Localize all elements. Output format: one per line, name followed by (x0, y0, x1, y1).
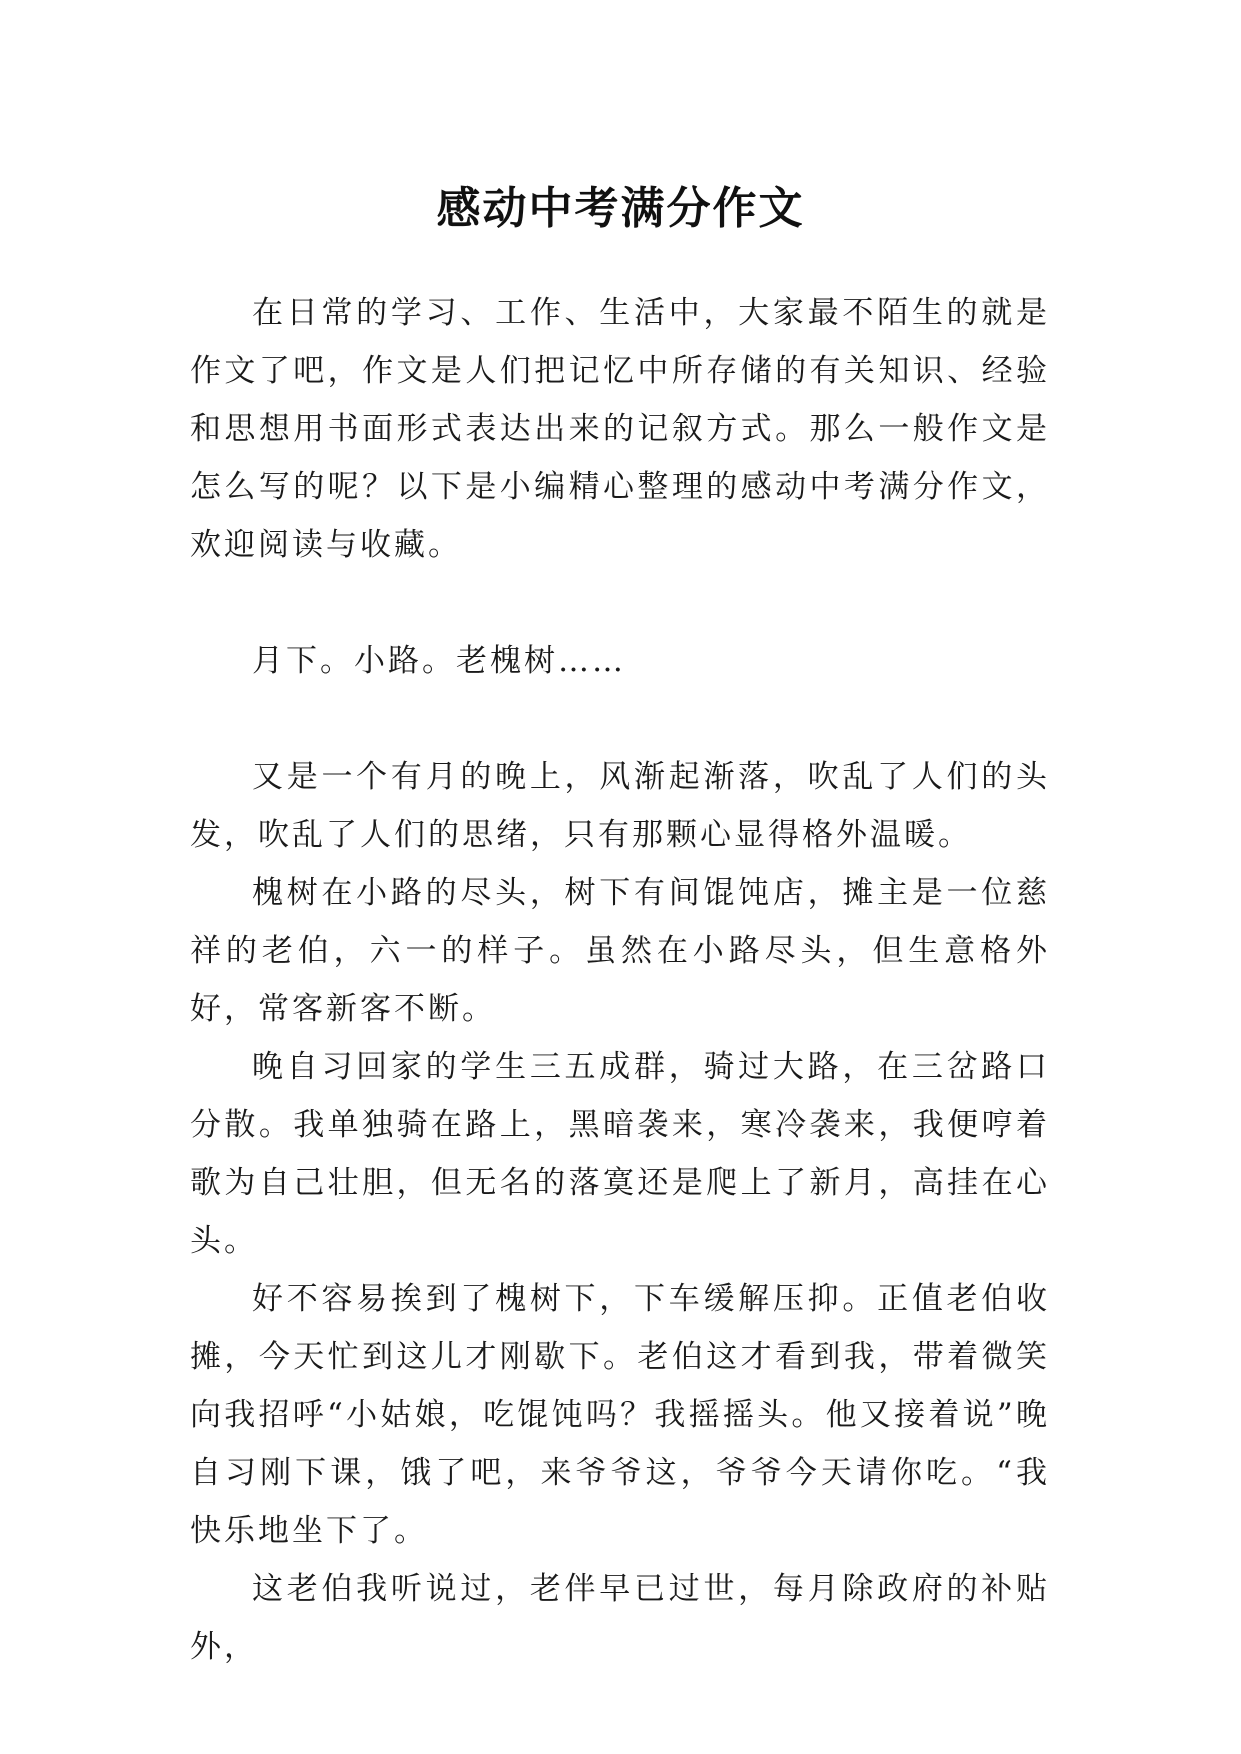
document-body (190, 284, 1050, 1676)
body-paragraph: 好不容易挨到了槐树下，下车缓解压抑。正值老伯收摊，今天忙到这儿才刚歇下。老伯这才看到我，带着微笑向我招呼“小姑娘，吃馄饨吗？我摇摇头。他又接着说”晚自习刚下课，饿了吧，来爷爷这，爷爷今天请你吃。“我快乐地坐下了。 (190, 1281, 1050, 1549)
body-paragraph: 槐树在小路的尽头，树下有间馄饨店，摊主是一位慈祥的老伯，六一的样子。虽然在小路尽头，但生意格外好，常客新客不断。 (190, 875, 1050, 1027)
paragraph-spacer (190, 574, 1050, 632)
opening-line: 月下。小路。老槐树…… (252, 643, 626, 679)
document-title: 感动中考满分作文 (436, 183, 805, 235)
intro-paragraph: 在日常的学习、工作、生活中，大家最不陌生的就是作文了吧，作文是人们把记忆中所存储的有关知识、经验和思想用书面形式表达出来的记叙方式。那么一般作文是怎么写的呢？以下是小编精心整理的感动中考满分作文，欢迎阅读与收藏。 (190, 295, 1050, 563)
body-paragraph: 这老伯我听说过，老伴早已过世，每月除政府的补贴外， (190, 1571, 1050, 1665)
body-paragraph: 晚自习回家的学生三五成群，骑过大路，在三岔路口分散。我单独骑在路上，黑暗袭来，寒冷袭来，我便哼着歌为自己壮胆，但无名的落寞还是爬上了新月，高挂在心头。 (190, 1049, 1050, 1259)
body-paragraph: 又是一个有月的晚上，风渐起渐落，吹乱了人们的头发，吹乱了人们的思绪，只有那颗心显得格外温暖。 (190, 759, 1050, 853)
paragraph-spacer (190, 690, 1050, 748)
